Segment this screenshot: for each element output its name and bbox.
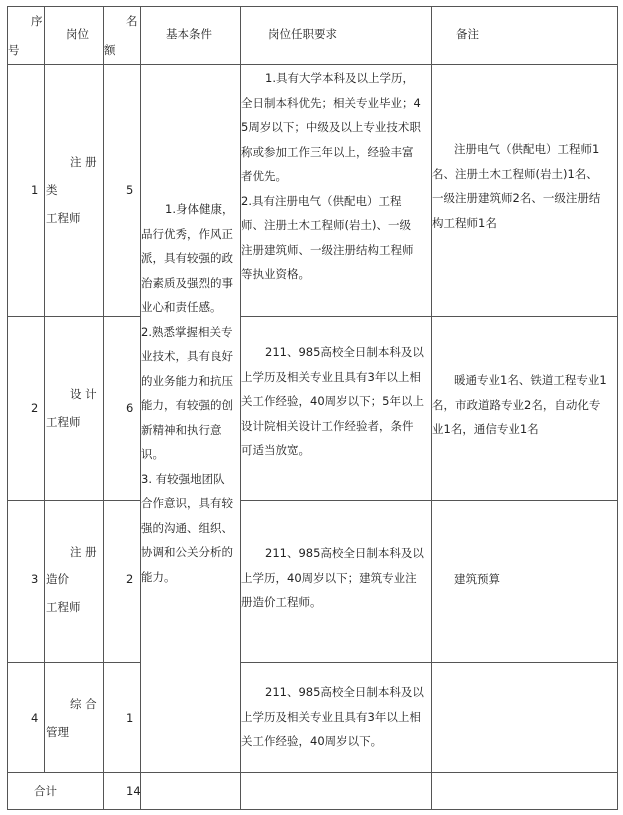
header-position: 岗位 [66, 27, 89, 41]
col-line-0 [7, 6, 8, 810]
req-line: 211、985高校全日制本科及以 [265, 546, 424, 560]
req-line: 5周岁以下；中级及以上专业技术职 [241, 120, 421, 134]
row1-seq: 1 [31, 183, 39, 197]
row-divider-3a [7, 662, 140, 663]
row3-notes [432, 567, 617, 592]
basic-line: 能力，有较强的创 [141, 398, 233, 412]
row3-position-line2: 造价 [46, 572, 69, 586]
basic-line: 强的沟通、组织、 [141, 520, 233, 535]
req-line: 称或参加工作三年以上，经验丰富 [241, 144, 414, 159]
header-seq-bottom: 号 [8, 43, 20, 57]
row3-seq: 3 [31, 572, 39, 586]
header-count-bottom: 额 [104, 43, 116, 57]
row4-position-line2: 管理 [46, 725, 69, 739]
header-count-top: 名 [126, 14, 138, 28]
row2-position-line1: 设 计 [70, 387, 97, 401]
row4-position-line1: 综 合 [70, 697, 97, 711]
header-notes: 备注 [456, 27, 479, 41]
req-line: 1.具有大学本科及以上学历， [265, 71, 414, 85]
col-line-6 [617, 6, 618, 810]
basic-line: 能力。 [141, 569, 176, 584]
row-divider-2a [7, 500, 140, 501]
row3-position-line1: 注 册 [70, 545, 97, 559]
row-divider-3b [240, 662, 617, 663]
row1-position-line1: 注 册 [70, 155, 97, 169]
req-line: 上学历及相关专业且具有3年以上相 [241, 369, 421, 384]
note-line: 业1名，通信专业1名 [432, 422, 539, 436]
row3-requirements [241, 541, 431, 615]
row-divider-4 [7, 772, 617, 773]
basic-line: 合作意识，具有较 [141, 496, 233, 510]
total-count: 14 [126, 784, 141, 798]
col-line-1 [44, 6, 45, 773]
req-line: 211、985高校全日制本科及以 [265, 345, 424, 359]
req-line: 册造价工程师。 [241, 595, 322, 609]
row1-notes [432, 137, 617, 235]
req-line: 上学历及相关专业且具有3年以上相 [241, 709, 421, 724]
row2-seq: 2 [31, 401, 39, 415]
note-line: 名、注册土木工程师(岩土)1名、 [432, 166, 598, 181]
req-line: 设计院相关设计工作经验者，条件 [241, 418, 414, 433]
row1-count: 5 [126, 183, 134, 197]
header-requirements: 岗位任职要求 [268, 27, 337, 41]
row-divider-1a [7, 316, 140, 317]
header-basic-conditions: 基本条件 [166, 27, 212, 41]
note-line: 注册电气（供配电）工程师1 [454, 142, 600, 156]
req-line: 上学历，40周岁以下；建筑专业注 [241, 570, 417, 585]
note-line: 名，市政道路专业2名，自动化专 [432, 397, 601, 412]
row3-position-line3: 工程师 [46, 600, 81, 614]
basic-line: 识。 [141, 447, 164, 461]
row2-position-line2: 工程师 [46, 415, 81, 429]
req-line: 211、985高校全日制本科及以 [265, 685, 424, 699]
note-line: 构工程师1名 [432, 215, 497, 230]
row2-count: 6 [126, 401, 134, 415]
basic-line: 2.熟悉掌握相关专 [141, 324, 233, 339]
row4-count: 1 [126, 711, 134, 725]
req-line: 者优先。 [241, 169, 287, 183]
row-divider-1b [240, 316, 617, 317]
row2-notes [432, 368, 617, 442]
basic-line: 治素质及强烈的事 [141, 275, 233, 290]
header-divider [7, 64, 617, 65]
row2-requirements [241, 340, 431, 463]
row4-requirements [241, 680, 431, 754]
basic-line: 业技术，具有良好 [141, 349, 233, 363]
basic-line: 的业务能力和抗压 [141, 373, 233, 388]
table-border-bottom [7, 809, 617, 810]
basic-line: 品行优秀，作风正 [141, 226, 233, 241]
basic-line: 新精神和执行意 [141, 422, 222, 437]
req-line: 可适当放宽。 [241, 443, 310, 457]
row3-count: 2 [126, 572, 134, 586]
req-line: 全日制本科优先；相关专业毕业；4 [241, 95, 421, 110]
row1-position-line2: 类 [46, 183, 58, 197]
total-label: 合计 [34, 784, 57, 798]
req-line: 等执业资格。 [241, 267, 310, 281]
req-line: 注册建筑师、一级注册结构工程师 [241, 242, 414, 257]
row1-position-line3: 工程师 [46, 211, 81, 225]
basic-line: 协调和公关分析的 [141, 545, 233, 559]
req-line: 关工作经验，40周岁以下。 [241, 734, 383, 748]
req-line: 师、注册土木工程师(岩土)、一级 [241, 218, 411, 232]
col-line-2 [103, 6, 104, 810]
basic-line: 3. 有较强地团队 [141, 471, 225, 486]
row-divider-2b [240, 500, 617, 501]
basic-line: 1.身体健康， [165, 202, 234, 216]
header-seq-top: 序 [31, 14, 43, 28]
note-line: 建筑预算 [454, 572, 500, 586]
note-line: 暖通专业1名、铁道工程专业1 [454, 373, 607, 387]
table-border-top [7, 6, 617, 7]
basic-line: 派，具有较强的政 [141, 251, 233, 265]
note-line: 一级注册建筑师2名、一级注册结 [432, 191, 601, 205]
basic-conditions-cell [141, 197, 239, 589]
req-line: 关工作经验，40周岁以下；5年以上 [241, 394, 424, 408]
row4-seq: 4 [31, 711, 39, 725]
req-line: 2.具有注册电气（供配电）工程 [241, 193, 402, 208]
row1-requirements [241, 66, 431, 287]
basic-line: 业心和责任感。 [141, 300, 222, 314]
